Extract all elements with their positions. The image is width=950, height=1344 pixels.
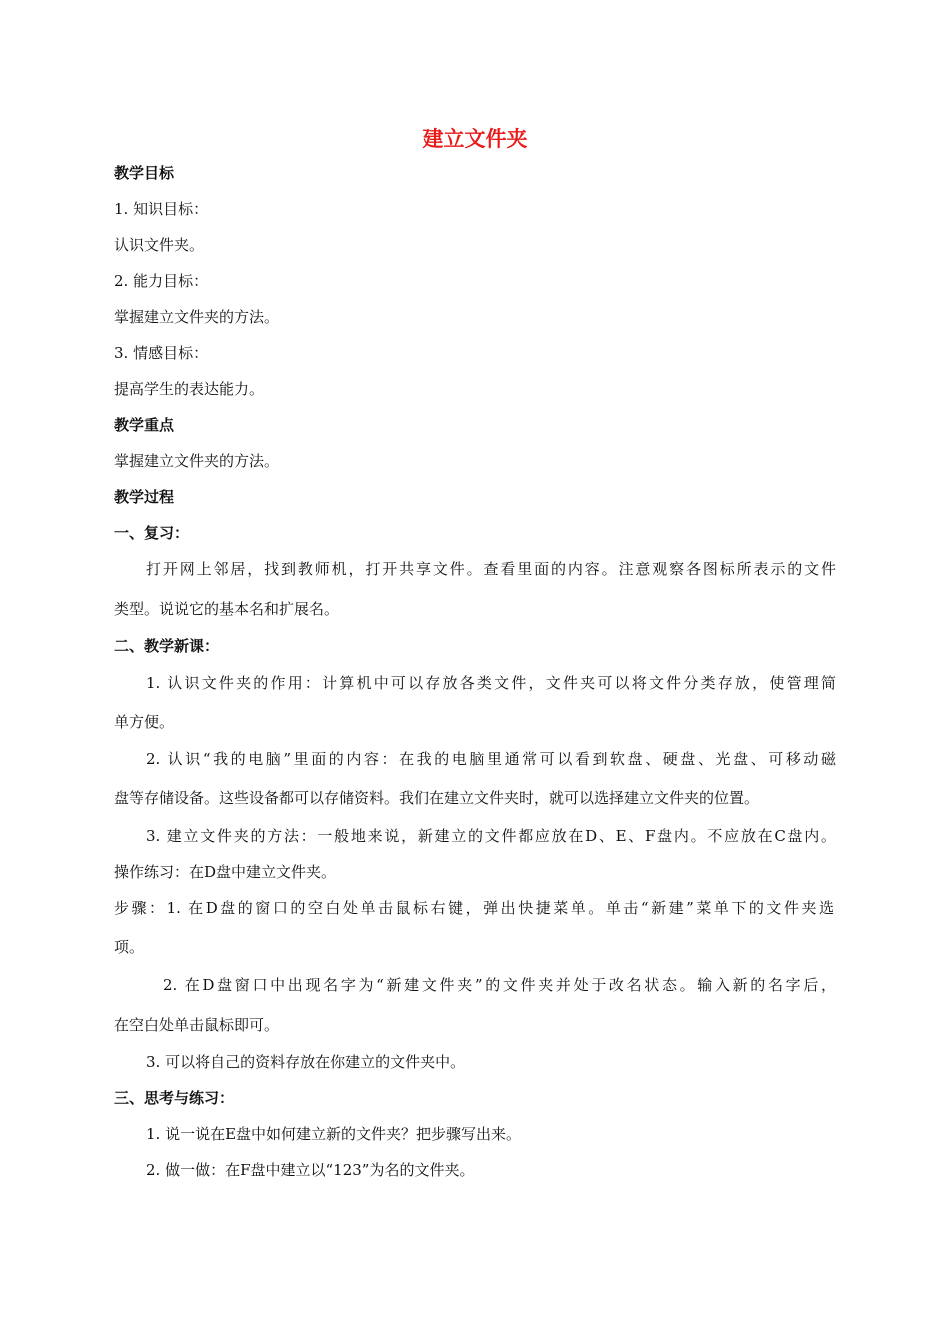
step-1-line-2: 项。 [114, 938, 145, 956]
point-1-line-1: 1. 认识文件夹的作用：计算机中可以存放各类文件，文件夹可以将文件分类存放，使管理简 [146, 674, 836, 692]
process-heading: 教学过程 [114, 488, 175, 506]
objective-1-label: 1. 知识目标： [114, 200, 209, 218]
objective-1-text: 认识文件夹。 [114, 236, 205, 254]
think-heading: 三、思考与练习： [114, 1089, 235, 1107]
objective-2-text: 掌握建立文件夹的方法。 [114, 308, 280, 326]
review-paragraph-line-2: 类型。说说它的基本名和扩展名。 [114, 600, 340, 618]
focus-text: 掌握建立文件夹的方法。 [114, 452, 280, 470]
objective-3-text: 提高学生的表达能力。 [114, 380, 265, 398]
objective-2-label: 2. 能力目标： [114, 272, 209, 290]
think-item-1: 1. 说一说在E盘中如何建立新的文件夹？把步骤写出来。 [146, 1125, 522, 1143]
objective-3-label: 3. 情感目标： [114, 344, 209, 362]
point-2-line-1: 2. 认识“我的电脑”里面的内容：在我的电脑里通常可以看到软盘、硬盘、光盘、可移动磁 [146, 750, 836, 768]
think-item-2: 2. 做一做：在F盘中建立以“123”为名的文件夹。 [146, 1161, 475, 1179]
step-2-line-1: 2. 在D盘窗口中出现名字为“新建文件夹”的文件夹并处于改名状态。输入新的名字后， [163, 976, 836, 994]
page-title: 建立文件夹 [422, 127, 528, 151]
practice-line: 操作练习：在D盘中建立文件夹。 [114, 863, 337, 881]
step-2-line-2: 在空白处单击鼠标即可。 [114, 1016, 280, 1034]
point-3-line-1: 3. 建立文件夹的方法：一般地来说，新建立的文件都应放在D、E、F盘内。不应放在C盘内。 [146, 827, 836, 845]
point-1-line-2: 单方便。 [114, 713, 175, 731]
review-heading: 一、复习： [114, 524, 190, 542]
review-paragraph-line-1: 打开网上邻居，找到教师机，打开共享文件。查看里面的内容。注意观察各图标所表示的文件 [146, 560, 836, 578]
objectives-heading: 教学目标 [114, 164, 175, 182]
focus-heading: 教学重点 [114, 416, 175, 434]
step-1-line-1: 步骤：1. 在D盘的窗口的空白处单击鼠标右键，弹出快捷菜单。单击“新建”菜单下的文件夹选 [114, 899, 834, 917]
new-lesson-heading: 二、教学新课： [114, 637, 220, 655]
point-2-line-2: 盘等存储设备。这些设备都可以存储资料。我们在建立文件夹时，就可以选择建立文件夹的位置。 [114, 789, 760, 807]
step-3: 3. 可以将自己的资料存放在你建立的文件夹中。 [146, 1053, 466, 1071]
